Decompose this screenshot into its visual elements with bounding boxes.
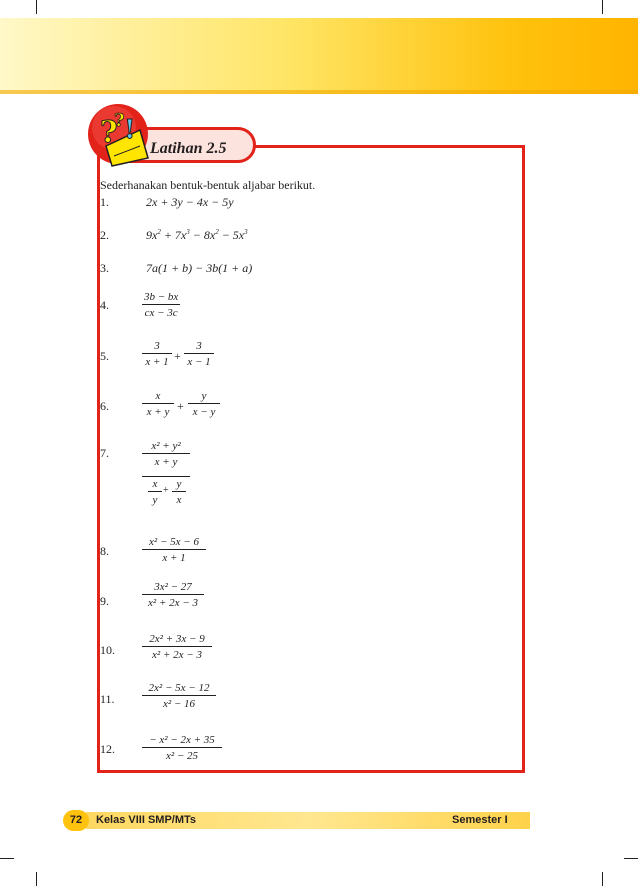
plus-operator: + <box>163 485 169 496</box>
fraction-numerator: 3b − bx <box>144 291 179 303</box>
fraction-numerator: y <box>201 390 207 402</box>
complex-fraction-line <box>142 476 190 477</box>
crop-mark <box>624 858 638 859</box>
fraction-denominator: x − y <box>188 403 220 418</box>
exercise-number: 3. <box>100 261 109 275</box>
fraction-denominator: y <box>148 491 162 506</box>
plus-operator: + <box>177 399 184 413</box>
fraction-denominator: x + 1 <box>142 353 172 368</box>
fraction-denominator: x + y <box>142 403 174 418</box>
fraction-denominator: x² + 2x − 3 <box>142 646 212 661</box>
fraction-numerator: y <box>176 478 182 490</box>
header-banner <box>0 18 638 94</box>
fraction-denominator: x² + 2x − 3 <box>142 594 204 609</box>
question-exclamation-icon <box>84 100 156 172</box>
fraction-numerator: x² − 5x − 6 <box>149 536 199 548</box>
exercise-number: 7. <box>100 446 109 460</box>
exercise-fraction <box>142 440 190 468</box>
plus-operator: + <box>174 349 181 363</box>
exercise-number: 12. <box>100 742 115 756</box>
exercise-fraction <box>142 390 174 418</box>
fraction-denominator: x² − 25 <box>142 747 222 762</box>
exercise-number: 1. <box>100 195 109 209</box>
exercise-fraction <box>142 633 212 661</box>
fraction-denominator: x + y <box>142 453 190 468</box>
exercise-fraction <box>172 478 186 506</box>
fraction-numerator: x² + y² <box>151 440 181 452</box>
fraction-denominator: x + 1 <box>142 549 206 564</box>
crop-mark <box>0 858 14 859</box>
exercise-fraction <box>188 390 220 418</box>
crop-mark <box>602 0 603 14</box>
fraction-denominator: x² − 16 <box>142 695 216 710</box>
exercise-fraction <box>142 734 222 762</box>
section-title: Latihan 2.5 <box>150 140 227 157</box>
fraction-numerator: 2x² − 5x − 12 <box>148 682 210 694</box>
exercise-fraction <box>142 291 180 319</box>
fraction-denominator: x <box>172 491 186 506</box>
exercise-fraction <box>148 478 162 506</box>
fraction-numerator: 3 <box>154 340 160 352</box>
fraction-numerator: 2x² + 3x − 9 <box>149 633 205 645</box>
svg-text:?: ? <box>114 110 125 131</box>
fraction-numerator: 3x² − 27 <box>154 581 192 593</box>
svg-text:!: ! <box>124 115 136 145</box>
exercise-number: 5. <box>100 349 109 363</box>
exercise-fraction <box>142 340 172 368</box>
exercise-number: 2. <box>100 228 109 242</box>
fraction-denominator: x − 1 <box>184 353 214 368</box>
exercise-fraction <box>184 340 214 368</box>
fraction-denominator: cx − 3c <box>142 304 180 319</box>
crop-mark <box>36 0 37 14</box>
exercise-fraction <box>142 536 206 564</box>
exercise-expression: 2x + 3y − 4x − 5y <box>146 195 234 209</box>
exercise-number: 6. <box>100 399 109 413</box>
fraction-numerator: x <box>155 390 161 402</box>
exercise-expression: 7a(1 + b) − 3b(1 + a) <box>146 261 253 275</box>
header-banner-shadow <box>0 90 638 94</box>
svg-text:?: ? <box>100 115 118 150</box>
exercise-number: 8. <box>100 544 109 558</box>
fraction-numerator: 3 <box>196 340 202 352</box>
instruction-text: Sederhanakan bentuk-bentuk aljabar berikut. <box>100 178 316 192</box>
exercise-number: 4. <box>100 298 109 312</box>
fraction-numerator: − x² − 2x + 35 <box>149 734 215 746</box>
crop-mark <box>602 872 603 886</box>
exercise-fraction <box>142 682 216 710</box>
fraction-numerator: x <box>152 478 158 490</box>
crop-mark <box>36 872 37 886</box>
footer-semester: Semester I <box>452 814 508 826</box>
exercise-expression: $9x^2 + 7x^3 - 8x^2 - 5x^3$ <box>146 228 248 242</box>
exercise-number: 9. <box>100 594 109 608</box>
footer-book-title: Kelas VIII SMP/MTs <box>96 814 197 826</box>
page-number: 72 <box>63 810 89 831</box>
exercise-number: 10. <box>100 643 115 657</box>
exercise-number: 11. <box>100 692 115 706</box>
exercise-fraction <box>142 581 204 609</box>
